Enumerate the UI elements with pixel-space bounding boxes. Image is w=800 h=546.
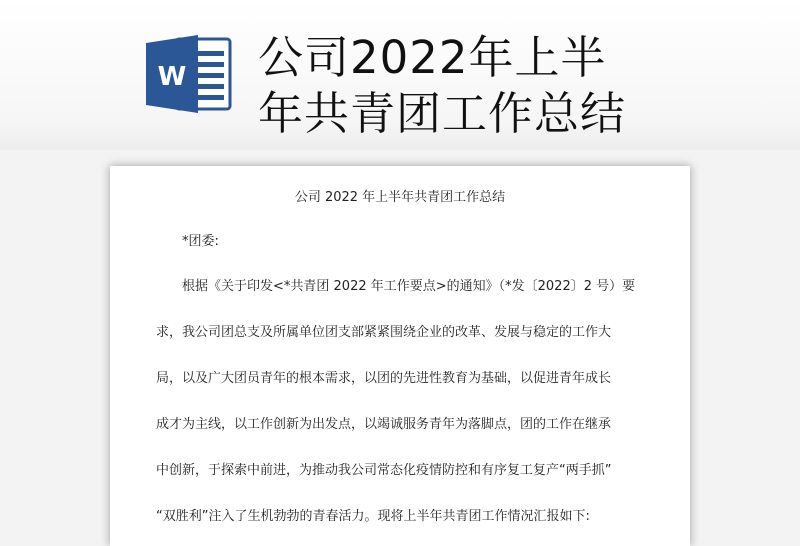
body-line-6: “双胜利”注入了生机勃勃的青春活力。现将上半年共青团工作情况汇报如下: (156, 509, 590, 524)
word-icon (146, 33, 232, 115)
headline-line-1: 公司2022年上半 (258, 31, 607, 84)
body-line-4: 成才为主线，以工作创新为出发点，以竭诚服务青年为落脚点，团的工作在继承 (156, 417, 612, 432)
body-line-2: 求，我公司团总支及所属单位团支部紧紧围绕企业的改革、发展与稳定的工作大 (156, 325, 612, 340)
headline-line-2: 年共青团工作总结 (258, 87, 627, 140)
document-page (110, 166, 690, 546)
headline (258, 30, 738, 142)
document-title: 公司 2022 年上半年共青团工作总结 (294, 190, 506, 205)
body-line-5: 中创新，于探索中前进，为推动我公司常态化疫情防控和有序复工复产“两手抓” (156, 463, 612, 478)
svg-text:W: W (157, 62, 187, 92)
header-banner (0, 0, 800, 150)
body-line-3: 局，以及广大团员青年的根本需求，以团的先进性教育为基础，以促进青年成长 (156, 371, 612, 386)
addressee: *团委: (182, 234, 219, 249)
body-line-1: 根据《关于印发<*共青团 2022 年工作要点>的通知》（*发〔2022〕2 号）要 (182, 279, 636, 294)
